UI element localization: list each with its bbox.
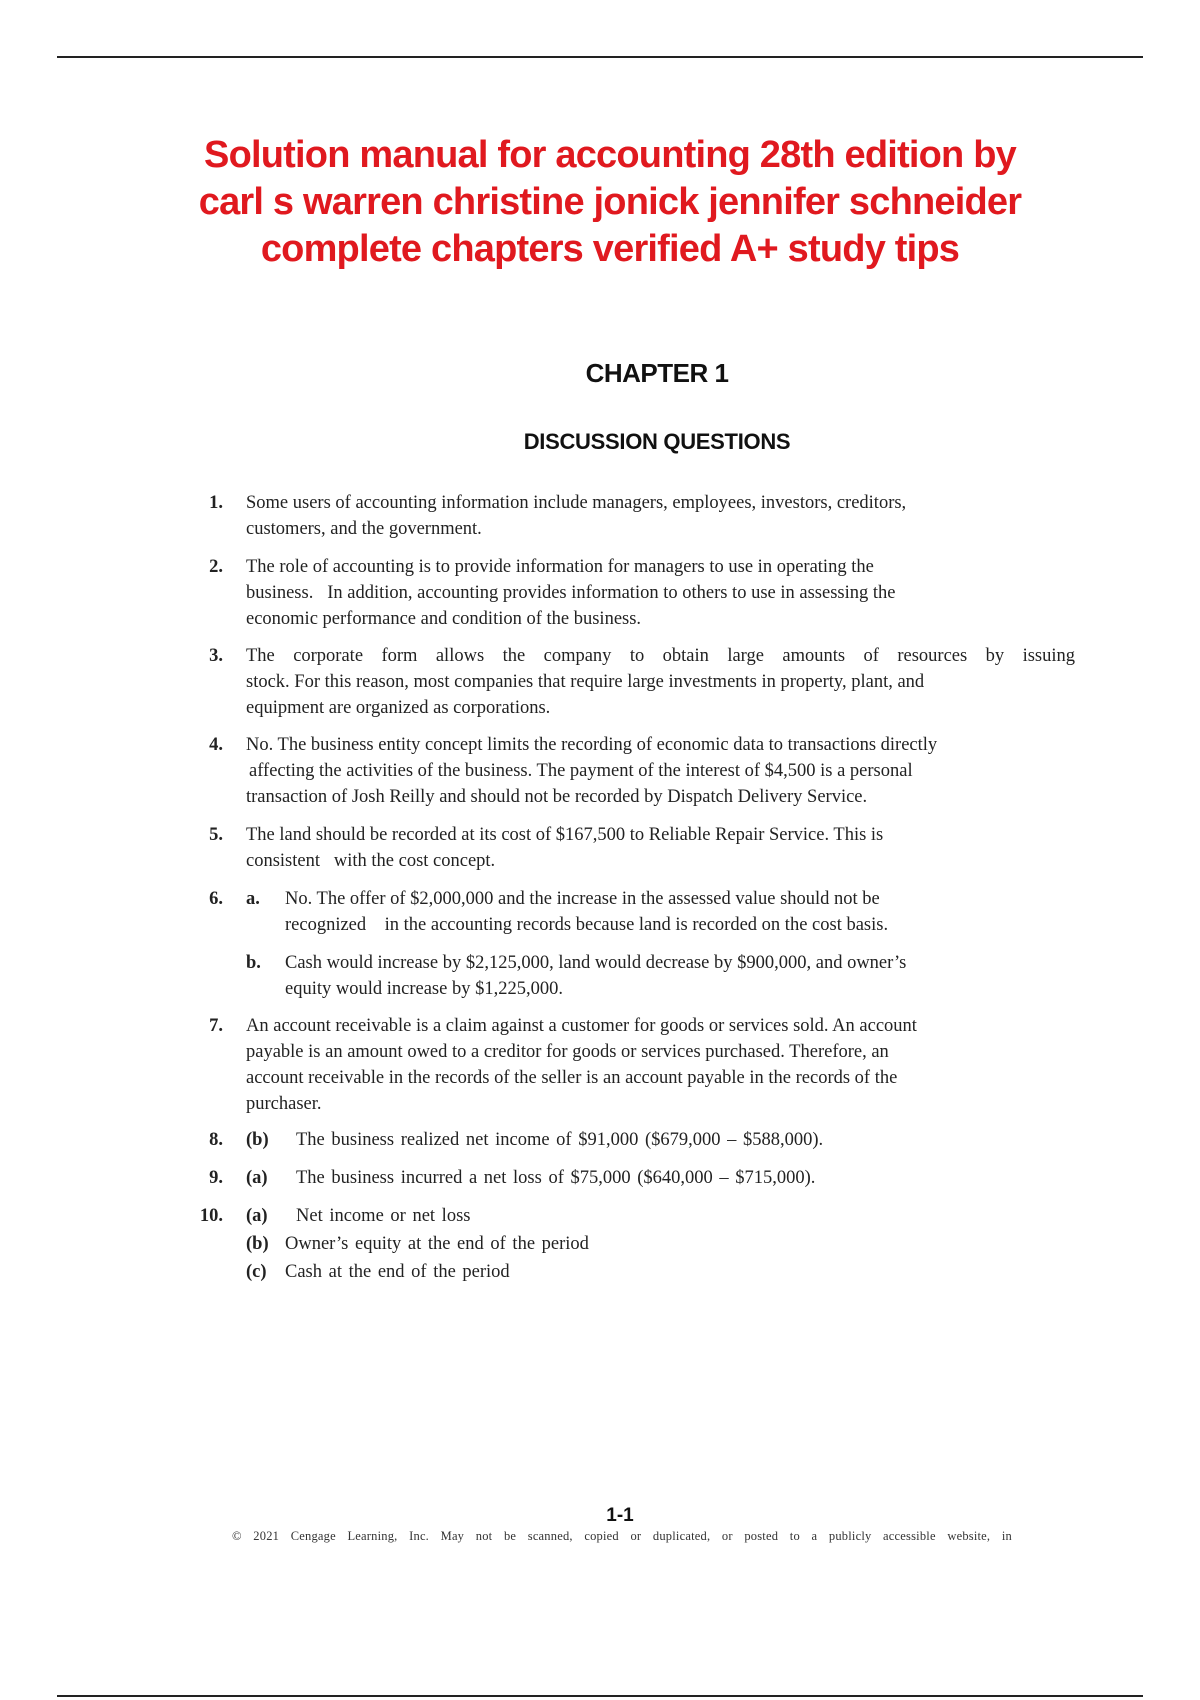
chapter-heading: CHAPTER 1 <box>585 358 729 388</box>
answer-line: equipment are organized as corporations. <box>246 698 551 718</box>
question-number: 3. <box>209 646 223 666</box>
answer-line: purchaser. <box>246 1094 322 1114</box>
answer-text <box>246 822 1075 874</box>
title-line: Solution manual for accounting 28th edition by <box>204 134 1016 176</box>
sub-text: The business realized net income of $91,000 ($679,000 – $588,000). <box>296 1130 824 1150</box>
question-1 <box>185 490 1075 542</box>
question-4 <box>185 732 1075 810</box>
answer-text <box>246 554 1075 632</box>
answer-line: transaction of Josh Reilly and should not be recorded by Dispatch Delivery Service. <box>246 787 868 807</box>
bottom-rule <box>57 1695 1143 1697</box>
answer-line: business. In addition, accounting provides information to others to use in assessing the <box>246 583 896 603</box>
answer-text <box>246 643 1075 721</box>
question-9 <box>185 1165 1075 1191</box>
answer-text <box>246 490 1075 542</box>
sub-answer-b <box>246 950 1075 1002</box>
answer-line: stock. For this reason, most companies that require large investments in property, plant, and <box>246 672 925 692</box>
sub-text: Net income or net loss <box>296 1206 471 1226</box>
answer-line: No. The offer of $2,000,000 and the increase in the assessed value should not be <box>285 889 880 909</box>
question-number: 4. <box>209 735 223 755</box>
top-rule <box>57 56 1143 58</box>
answer-line: Cash would increase by $2,125,000, land would decrease by $900,000, and owner’s <box>285 953 907 973</box>
copyright-notice: © 2021 Cengage Learning, Inc. May not be scanned, copied or duplicated, or posted to a publicly accessible website, in <box>232 1529 1012 1543</box>
question-number: 2. <box>209 557 223 577</box>
question-7 <box>185 1013 1075 1117</box>
answer-text <box>246 1013 1075 1117</box>
answer-line: An account receivable is a claim against a customer for goods or services sold. An account <box>246 1016 917 1036</box>
sub-label: a. <box>246 889 260 909</box>
question-number: 6. <box>209 889 223 909</box>
section-heading: DISCUSSION QUESTIONS <box>523 429 791 454</box>
answer-line: customers, and the government. <box>246 519 482 539</box>
answer-line: No. The business entity concept limits the recording of economic data to transactions directly <box>246 735 938 755</box>
answer-line: economic performance and condition of the business. <box>246 609 642 629</box>
question-number: 8. <box>209 1130 223 1150</box>
question-number: 10. <box>199 1206 223 1226</box>
sub-label: (b) <box>246 1234 269 1254</box>
answer-line: The role of accounting is to provide information for managers to use in operating the <box>246 557 874 577</box>
answer-line: Some users of accounting information include managers, employees, investors, creditors, <box>246 493 907 513</box>
title-line: carl s warren christine jonick jennifer schneider <box>198 181 1022 223</box>
question-5 <box>185 822 1075 874</box>
answer-line: recognized in the accounting records because land is recorded on the cost basis. <box>285 915 889 935</box>
question-8 <box>185 1127 1075 1153</box>
sub-label: (b) <box>246 1130 269 1150</box>
answer-line: consistent with the cost concept. <box>246 851 496 871</box>
question-3 <box>185 643 1075 721</box>
sub-text: Cash at the end of the period <box>285 1262 510 1282</box>
answer-line: affecting the activities of the business. The payment of the interest of $4,500 is a personal <box>249 761 913 781</box>
question-2 <box>185 554 1075 632</box>
question-10 <box>185 1203 1075 1285</box>
sub-answer <box>246 1259 1075 1285</box>
question-number: 1. <box>209 493 223 513</box>
sub-text <box>285 950 1075 1002</box>
sub-label: (a) <box>246 1168 268 1188</box>
answer-line: The land should be recorded at its cost of $167,500 to Reliable Repair Service. This is <box>246 825 884 845</box>
sub-answer-a <box>246 886 1075 938</box>
sub-label: (a) <box>246 1206 268 1226</box>
question-number: 7. <box>209 1016 223 1036</box>
page-number: 1-1 <box>606 1505 634 1526</box>
sub-text: Owner’s equity at the end of the period <box>285 1234 589 1254</box>
question-6 <box>185 886 1075 1002</box>
title-line: complete chapters verified A+ study tips <box>260 228 960 270</box>
sub-answer <box>246 1165 1075 1191</box>
sub-label: b. <box>246 953 261 973</box>
sub-answer <box>246 1127 1075 1153</box>
sub-answer <box>246 1203 1075 1229</box>
answer-line: The corporate form allows the company to obtain large amounts of resources by issuing <box>246 646 1075 666</box>
answer-text <box>246 732 1075 810</box>
question-number: 9. <box>209 1168 223 1188</box>
sub-text <box>285 886 1075 938</box>
sub-text: The business incurred a net loss of $75,000 ($640,000 – $715,000). <box>296 1168 816 1188</box>
answer-line: payable is an amount owed to a creditor for goods or services purchased. Therefore, an <box>246 1042 889 1062</box>
sub-label: (c) <box>246 1262 267 1282</box>
answer-line: account receivable in the records of the seller is an account payable in the records of the <box>246 1068 898 1088</box>
document-title <box>180 132 1040 273</box>
answer-line: equity would increase by $1,225,000. <box>285 979 563 999</box>
question-number: 5. <box>209 825 223 845</box>
sub-answer <box>246 1231 1075 1257</box>
